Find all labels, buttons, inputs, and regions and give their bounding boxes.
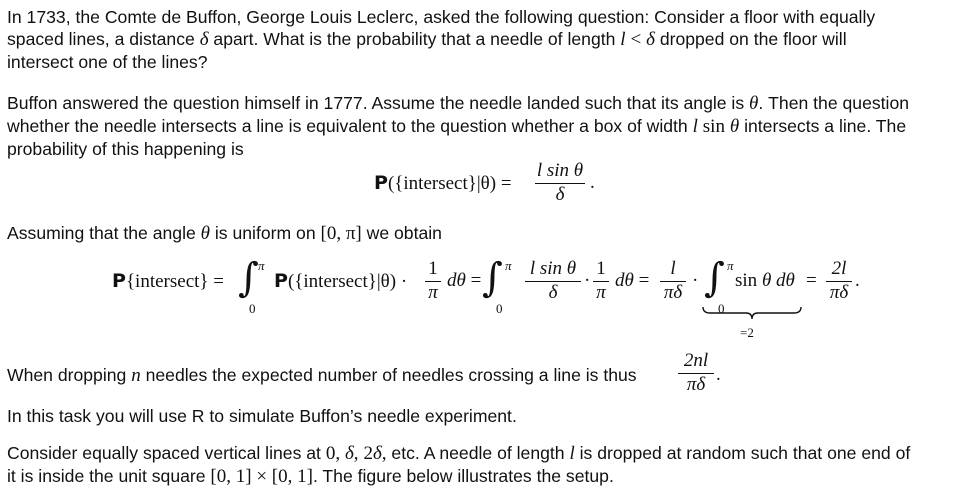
fraction-expected: 2nl πδ: [678, 350, 714, 396]
intro-paragraph: In 1733, the Comte de Buffon, George Louis Leclerc, asked the following question: Consider a floor with equally spaced lines, a distance δ apart. What is the probability that a needle of length l < δ dropped on the floor will intersect one of the lines?: [7, 7, 876, 72]
answer-paragraph: Buffon answered the question himself in 1777. Assume the needle landed such that its angle is θ. Then the question whether the needle intersects a line is equivalent to the question whether a box of width l sin θ intersects a line. The probability of this happening is: [7, 93, 910, 159]
fraction-lsin-over-delta: l sin θ δ: [536, 160, 584, 206]
expected-paragraph: When dropping n needles the expected number of needles crossing a line is thus: [7, 365, 637, 386]
setup-paragraph: Consider equally spaced vertical lines at 0, δ, 2δ, etc. A needle of length l is dropped at random such that one end of it is inside the unit square [0, 1] × [0, 1]. The figure below illustrates the setup.: [7, 443, 911, 487]
task-paragraph: In this task you will use R to simulate Buffon’s needle experiment.: [7, 406, 517, 426]
underbrace-label: =2: [740, 325, 754, 340]
underbrace: [702, 306, 802, 322]
uniform-paragraph: Assuming that the angle θ is uniform on [0, π] we obtain: [7, 223, 442, 244]
